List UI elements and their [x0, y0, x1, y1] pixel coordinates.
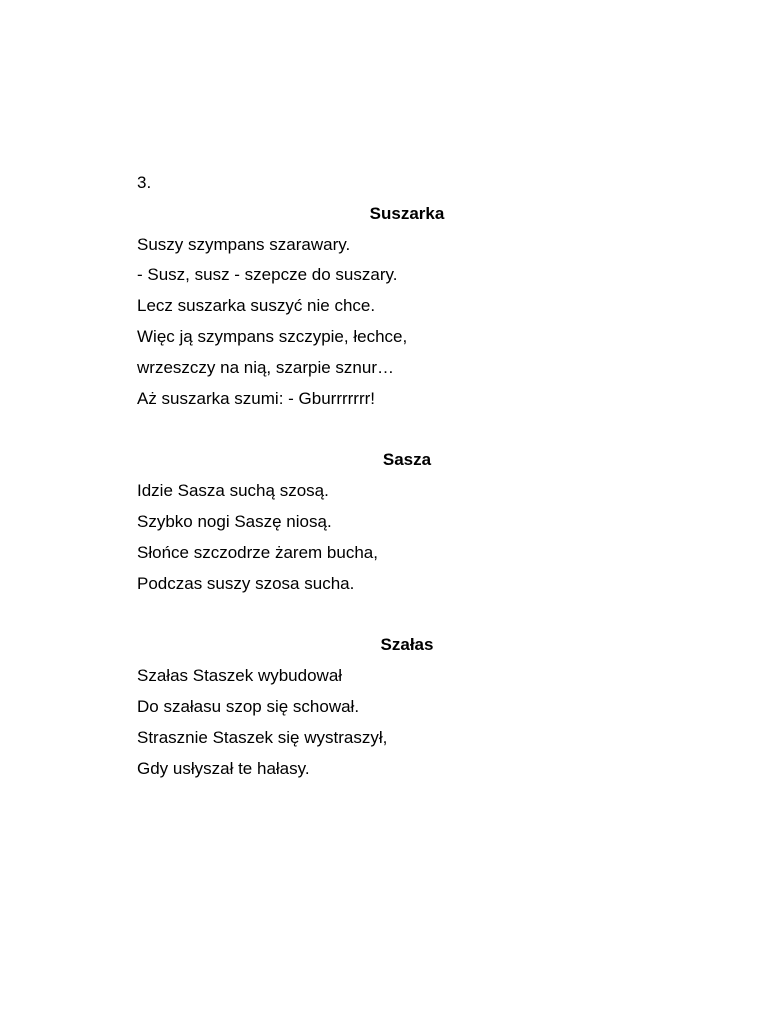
document-body [137, 168, 677, 784]
poem-szalas [137, 630, 677, 784]
poem-line: Strasznie Staszek się wystraszył, [137, 727, 388, 747]
blank-line [137, 414, 677, 445]
blank-line [137, 599, 677, 630]
poem-title: Sasza [382, 450, 432, 470]
poem-suszarka [137, 199, 677, 415]
poem-line: Do szałasu szop się schował. [137, 696, 360, 716]
poem-line: Szybko nogi Saszę niosą. [137, 511, 332, 531]
poem-line: Lecz suszarka suszyć nie chce. [137, 296, 376, 316]
poem-line: - Susz, susz - szepcze do suszary. [137, 265, 398, 285]
poem-line: wrzeszczy na nią, szarpie sznur… [137, 357, 394, 377]
poem-line: Suszy szympans szarawary. [137, 234, 351, 254]
poem-line: Podczas suszy szosa sucha. [137, 573, 355, 593]
poem-line: Idzie Sasza suchą szosą. [137, 481, 329, 501]
poem-line: Więc ją szympans szczypie, łechce, [137, 326, 408, 346]
section-number: 3. [137, 173, 152, 192]
poem-title: Suszarka [369, 203, 445, 223]
poem-sasza [137, 445, 677, 599]
poem-title: Szałas [380, 635, 434, 655]
poem-line: Szałas Staszek wybudował [137, 666, 343, 686]
poem-line: Słońce szczodrze żarem bucha, [137, 542, 378, 562]
poem-line: Aż suszarka szumi: - Gburrrrrrr! [137, 388, 376, 408]
poem-line: Gdy usłyszał te hałasy. [137, 758, 310, 778]
